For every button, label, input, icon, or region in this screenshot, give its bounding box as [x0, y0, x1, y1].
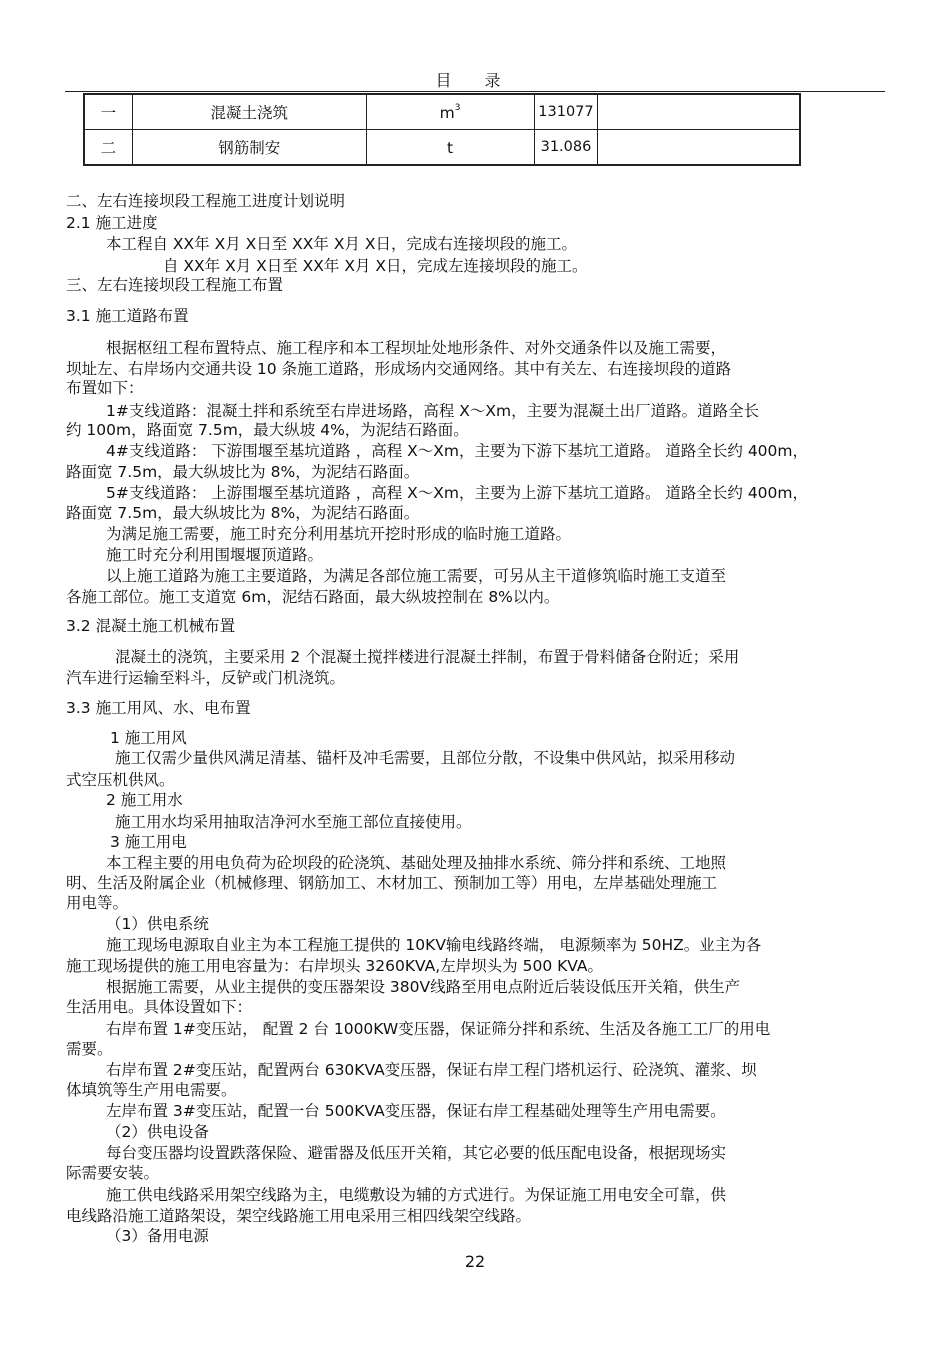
paragraph-line: 每台变压器均设置跌落保险、避雷器及低压开关箱，其它必要的低压配电设备，根据现场实	[106, 1144, 727, 1162]
table-row	[84, 130, 800, 166]
header-rule	[65, 91, 885, 92]
row-unit	[366, 130, 534, 166]
paragraph-line: 约 100m，路面宽 7.5m，最大纵坡 4%，为泥结石路面。	[66, 421, 469, 439]
paragraph-line: 混凝土的浇筑，主要采用 2 个混凝土搅拌楼进行混凝土拌制，布置于骨料储备仓附近；采用	[115, 648, 740, 666]
paragraph-line: 施工现场提供的施工用电容量为：右岸坝头 3260KVA,左岸坝头为 500 KVA。	[66, 957, 603, 975]
paragraph-line: 生活用电。具体设置如下：	[66, 998, 253, 1016]
row-quantity: 131077	[534, 94, 598, 130]
item-heading: （1）供电系统	[106, 915, 209, 933]
paragraph-line: 布置如下：	[66, 379, 144, 397]
row-unit	[366, 94, 534, 130]
section-heading: 三、左右连接坝段工程施工布置	[66, 276, 284, 294]
page-header-title: 目 录	[435, 71, 515, 90]
paragraph-line: 路面宽 7.5m，最大纵坡比为 8%，为泥结石路面。	[66, 504, 420, 522]
paragraph-line: 根据枢纽工程布置特点、施工程序和本工程坝址处地形条件、对外交通条件以及施工需要，	[106, 339, 727, 357]
paragraph-line: 坝址左、右岸场内交通共设 10 条施工道路，形成场内交通网络。其中有关左、右连接坝段的道路	[66, 360, 732, 378]
subsection-heading: 2.1 施工进度	[66, 214, 158, 232]
paragraph-line: 体填筑等生产用电需要。	[66, 1081, 237, 1099]
paragraph-line: 4#支线道路： 下游围堰至基坑道路 ，高程 X～Xm，主要为下游下基坑工道路。 道路全长约 400m，	[106, 442, 809, 460]
paragraph-line: 施工用水均采用抽取洁净河水至施工部位直接使用。	[115, 813, 472, 831]
row-quantity: 31.086	[534, 130, 598, 166]
row-number: 一	[84, 94, 132, 130]
row-item: 混凝土浇筑	[132, 94, 366, 130]
row-number: 二	[84, 130, 132, 166]
paragraph-line: 根据施工需要，从业主提供的变压器架设 380V线路至用电点附近后装设低压开关箱，供生产	[106, 978, 741, 996]
item-heading: （2）供电设备	[106, 1123, 209, 1141]
paragraph-line: 汽车进行运输至料斗，反铲或门机浇筑。	[66, 669, 346, 687]
item-heading: 1 施工用风	[110, 729, 187, 747]
paragraph-line: 需要。	[66, 1040, 113, 1058]
subsection-heading: 3.1 施工道路布置	[66, 307, 189, 325]
table-row	[84, 94, 800, 130]
paragraph-line: 明、生活及附属企业（机械修理、钢筋加工、木材加工、预制加工等）用电，左岸基础处理施工	[66, 874, 718, 892]
paragraph-line: 路面宽 7.5m，最大纵坡比为 8%，为泥结石路面。	[66, 463, 420, 481]
row-item: 钢筋制安	[132, 130, 366, 166]
paragraph-line: 式空压机供风。	[66, 771, 175, 789]
paragraph-line: 施工现场电源取自业主为本工程施工提供的 10KV输电线路终端， 电源频率为 50HZ。业主为各	[106, 936, 762, 954]
section-heading: 二、左右连接坝段工程施工进度计划说明	[66, 192, 346, 210]
item-heading: 3 施工用电	[110, 833, 187, 851]
item-heading: （3）备用电源	[106, 1227, 209, 1245]
unit-superscript: 3	[454, 102, 461, 113]
quantity-table	[83, 93, 801, 166]
row-note	[598, 130, 800, 166]
paragraph-line: 为满足施工需要，施工时充分利用基坑开挖时形成的临时施工道路。	[106, 525, 572, 543]
paragraph-line: 自 XX年 X月 X日至 XX年 X月 X日，完成左连接坝段的施工。	[163, 257, 588, 275]
page-number: 22	[464, 1252, 486, 1271]
paragraph-line: 1#支线道路：混凝土拌和系统至右岸进场路，高程 X～Xm，主要为混凝土出厂道路。道路全长	[106, 402, 760, 420]
paragraph-line: 施工供电线路采用架空线路为主，电缆敷设为辅的方式进行。为保证施工用电安全可靠，供	[106, 1186, 727, 1204]
unit-text: m	[439, 103, 455, 122]
paragraph-line: 际需要安装。	[66, 1164, 160, 1182]
paragraph-line: 以上施工道路为施工主要道路，为满足各部位施工需要，可另从主干道修筑临时施工支道至	[106, 567, 727, 585]
row-note	[598, 94, 800, 130]
paragraph-line: 右岸布置 2#变压站，配置两台 630KVA变压器，保证右岸工程门塔机运行、砼浇筑、灌浆、坝	[106, 1061, 757, 1079]
paragraph-line: 5#支线道路： 上游围堰至基坑道路 ，高程 X～Xm，主要为上游下基坑工道路。 道路全长约 400m，	[106, 484, 809, 502]
unit-text: t	[447, 138, 454, 157]
paragraph-line: 左岸布置 3#变压站，配置一台 500KVA变压器，保证右岸工程基础处理等生产用电需要。	[106, 1102, 726, 1120]
paragraph-line: 电线路沿施工道路架设，架空线路施工用电采用三相四线架空线路。	[66, 1207, 532, 1225]
paragraph-line: 本工程自 XX年 X月 X日至 XX年 X月 X日，完成右连接坝段的施工。	[106, 235, 578, 253]
paragraph-line: 各施工部位。施工支道宽 6m，泥结石路面，最大纵坡控制在 8%以内。	[66, 588, 560, 606]
paragraph-line: 右岸布置 1#变压站， 配置 2 台 1000KW变压器，保证筛分拌和系统、生活及各施工工厂的用电	[106, 1020, 771, 1038]
item-heading: 2 施工用水	[106, 791, 183, 809]
subsection-heading: 3.3 施工用风、水、电布置	[66, 699, 251, 717]
paragraph-line: 施工时充分利用围堰堰顶道路。	[106, 546, 324, 564]
subsection-heading: 3.2 混凝土施工机械布置	[66, 617, 236, 635]
paragraph-line: 用电等。	[66, 894, 129, 912]
paragraph-line: 本工程主要的用电负荷为砼坝段的砼浇筑、基础处理及抽排水系统、筛分拌和系统、工地照	[106, 854, 727, 872]
paragraph-line: 施工仅需少量供风满足清基、锚杆及冲毛需要，且部位分散，不设集中供风站，拟采用移动	[115, 749, 736, 767]
